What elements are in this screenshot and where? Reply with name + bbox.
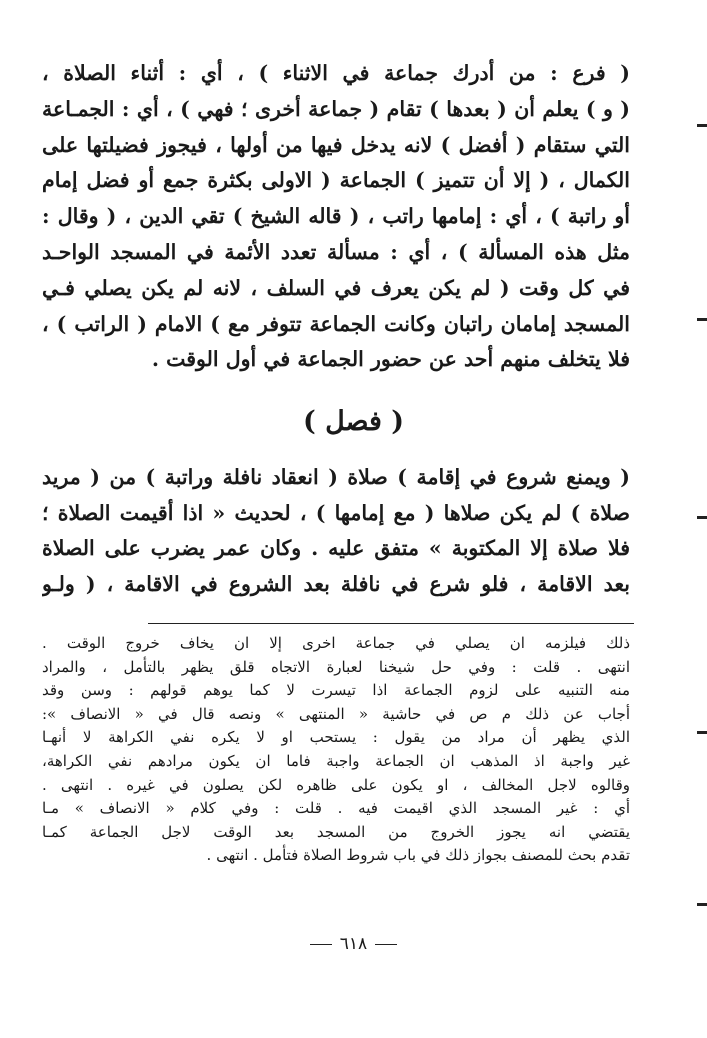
main-text [42,56,630,378]
page-number-value: ٦١٨ [339,934,368,954]
text-line: التي ستقام ( أفضل ) لانه يدخل فيها من أولها ، فيجوز فضيلتها على [42,132,630,157]
footnote-line: منه التنبيه على لزوم الجماعة اذا تيسرت لا كما يوهم قولهم : وسن وقد [42,681,630,700]
text-line: المسجد إمامان راتبان وكانت الجماعة تتوفر مع ) الامام ( الراتب ) ، [42,311,630,336]
footnote-separator [148,623,634,624]
text-line: بعد الاقامة ، فلو شرع في نافلة بعد الشروع في الاقامة ، ( ولـو [42,571,630,596]
margin-mark [697,903,707,906]
text-line: في كل وقت ( لم يكن يعرف في السلف ، لانه لم يكن يصلي فـي [42,275,630,300]
footnote-line: الذي يظهر أن مراد من يقول : يستحب او لا يكره نفي الكراهة لا أنهـا [42,728,630,747]
footnote-line: وقالوه لاجل المخالف ، او يكون على ظاهره لكن يصلون في غيره . انتهى . [42,775,630,794]
margin-mark [697,731,707,734]
text-line: فلا يتخلف منهم أحد عن حضور الجماعة في أول الوقت . [151,347,630,372]
margin-mark [697,124,707,127]
footnote-line: أجاب عن ذلك م ص في حاشية « المنتهى » ونصه قال في « الانصاف »: [42,704,630,723]
footnote-line: انتهى . قلت : وفي حل شيخنا لعبارة الاتجاه قلق يظهر بالتأمل ، والمراد [42,657,630,676]
page-number [0,932,707,956]
text-line: فلا صلاة إلا المكتوبة » متفق عليه . وكان عمر يضرب على الصلاة [42,536,630,560]
text-line: ( فرع : من أدرك جماعة في الاثناء ) ، أي : أثناء الصلاة ، [42,61,630,85]
dash-left [310,944,332,945]
footnote-line: أي : غير المسجد الذي اقيمت فيه . قلت : وفي كلام « الانصاف » مـا [42,799,630,818]
footnotes [42,632,630,868]
text-line: أو راتبة ) ، أي : إمامها راتب ، ( قاله الشيخ ) تقي الدين ، ( وقال : [42,204,630,229]
footnote-line: تقدم بحث للمصنف بجواز ذلك في باب شروط الصلاة فتأمل . انتهى . [206,846,630,865]
text-line: مثل هذه المسألة ) ، أي : مسألة تعدد الأئمة في المسجد الواحـد [42,239,630,264]
text-line: ( ويمنع شروع في إقامة ) صلاة ( انعقاد نافلة وراتبة ) من ( مريد [42,465,630,489]
margin-mark [697,318,707,321]
text-line: صلاة ) لم يكن صلاها ( مع إمامها ) ، لحديث « اذا أقيمت الصلاة ؛ [42,500,630,525]
text-line: ( و ) يعلم أن ( بعدها ) تقام ( جماعة أخرى ؛ فهي ) ، أي : الجمـاعة [42,96,630,121]
text-line: الكمال ، ( إلا أن تتميز ) الجماعة ( الاولى بكثرة جمع أو فضل إمام [42,168,630,193]
footnote-line: غير واجبة اذ المذهب ان الجماعة واجبة فاما ان يكون مرادهم نفي الكراهة، [42,751,630,770]
section-heading: ( فصل ) [302,406,405,437]
dash-right [375,944,397,945]
footnote-line: ذلك فيلزمه ان يصلي في جماعة اخرى إلا ان يخاف خروج الوقت . [42,634,630,652]
margin-mark [697,516,707,519]
section-text [42,460,630,602]
footnote-line: يقتضي انه يجوز الخروج من المسجد بعد الوقت لاجل الجماعة كمـا [42,822,630,841]
